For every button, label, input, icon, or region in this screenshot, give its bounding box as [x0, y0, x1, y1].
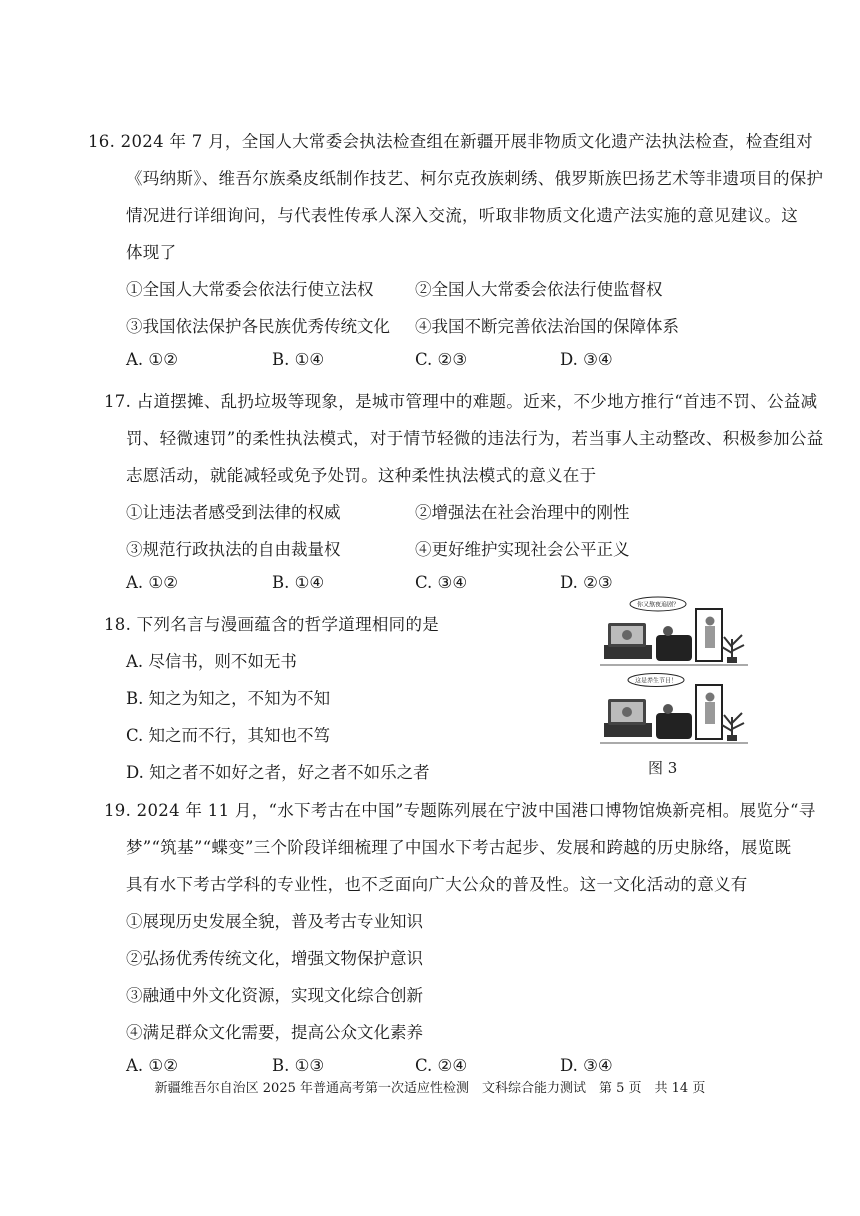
q19-stem-line-3: 具有水下考古学科的专业性，也不乏面向广大公众的普及性。这一文化活动的意义有 — [126, 875, 748, 894]
q17-choice-c: C. ③④ — [415, 573, 468, 592]
q16-statement-3: ③我国依法保护各民族优秀传统文化 — [126, 317, 390, 336]
q19-choice-a: A. ①② — [126, 1056, 178, 1075]
q17-choice-b: B. ①④ — [272, 573, 325, 592]
q17-stem-line-2: 罚、轻微速罚”的柔性执法模式，对于情节轻微的违法行为，若当事人主动整改、积极参加公益 — [126, 429, 824, 448]
q19-statement-4: ④满足群众文化需要，提高公众文化素养 — [126, 1023, 423, 1042]
q18-choice-d: D. 知之者不如好之者，好之者不如乐之者 — [126, 763, 430, 782]
q16-choice-b: B. ①④ — [272, 350, 325, 369]
q17-stem-line-3: 志愿活动，就能减轻或免予处罚。这种柔性执法模式的意义在于 — [126, 466, 597, 485]
q19-statement-3: ③融通中外文化资源，实现文化综合创新 — [126, 986, 423, 1005]
q18-stem: 18. 下列名言与漫画蕴含的哲学道理相同的是 — [104, 615, 440, 634]
q16-statement-4: ④我国不断完善依法治国的保障体系 — [415, 317, 679, 336]
q17-statement-3: ③规范行政执法的自由裁量权 — [126, 540, 341, 559]
figure-3-label: 图 3 — [648, 759, 678, 777]
cartoon-panel-2 — [600, 674, 748, 752]
q19-statement-2: ②弘扬优秀传统文化，增强文物保护意识 — [126, 949, 423, 968]
q16-choice-a: A. ①② — [126, 350, 178, 369]
q16-stem-line-2: 《玛纳斯》、维吾尔族桑皮纸制作技艺、柯尔克孜族刺绣、俄罗斯族巴扬艺术等非遗项目的保护 — [126, 169, 824, 188]
q17-statement-2: ②增强法在社会治理中的刚性 — [415, 503, 630, 522]
q17-stem-line-1: 17. 占道摆摊、乱扔垃圾等现象，是城市管理中的难题。近来，不少地方推行“首违不罚、公益减 — [104, 392, 818, 411]
q16-choice-c: C. ②③ — [415, 350, 468, 369]
page-footer: 新疆维吾尔自治区 2025 年普通高考第一次适应性检测 文科综合能力测试 第 5 页 共 14 页 — [154, 1081, 706, 1096]
q18-choice-c: C. 知之而不行，其知也不笃 — [126, 726, 331, 745]
q19-statement-1: ①展现历史发展全貌，普及考古专业知识 — [126, 912, 423, 931]
q17-statement-4: ④更好维护实现社会公平正义 — [415, 540, 630, 559]
q19-choice-b: B. ①③ — [272, 1056, 325, 1075]
q17-choice-d: D. ②③ — [560, 573, 613, 592]
q17-choice-a: A. ①② — [126, 573, 178, 592]
q16-stem-line-4: 体现了 — [126, 243, 177, 262]
q18-choice-b: B. 知之为知之，不知为不知 — [126, 689, 331, 708]
q16-statement-1: ①全国人大常委会依法行使立法权 — [126, 280, 374, 299]
q17-statement-1: ①让违法者感受到法律的权威 — [126, 503, 341, 522]
figure-3-cartoon — [598, 595, 750, 755]
q16-choice-d: D. ③④ — [560, 350, 613, 369]
q16-stem-line-3: 情况进行详细询问，与代表性传承人深入交流，听取非物质文化遗产法实施的意见建议。这 — [126, 206, 798, 225]
q18-choice-a: A. 尽信书，则不如无书 — [126, 652, 297, 671]
q19-choice-d: D. ③④ — [560, 1056, 613, 1075]
q19-stem-line-1: 19. 2024 年 11 月，“水下考古在中国”专题陈列展在宁波中国港口博物馆焕新亮相。展览分“寻 — [104, 801, 816, 820]
cartoon-bubble-2: 这是养生节目！ — [634, 677, 678, 685]
cartoon-bubble-1: 你又熬夜追剧？ — [636, 601, 680, 609]
q16-stem-line-1: 16. 2024 年 7 月，全国人大常委会执法检查组在新疆开展非物质文化遗产法执法检查，检查组对 — [88, 132, 813, 151]
q16-statement-2: ②全国人大常委会依法行使监督权 — [415, 280, 663, 299]
q19-choice-c: C. ②④ — [415, 1056, 468, 1075]
cartoon-panel-1 — [600, 597, 748, 673]
q19-stem-line-2: 梦”“筑基”“蝶变”三个阶段详细梳理了中国水下考古起步、发展和跨越的历史脉络，展览既 — [126, 838, 792, 857]
